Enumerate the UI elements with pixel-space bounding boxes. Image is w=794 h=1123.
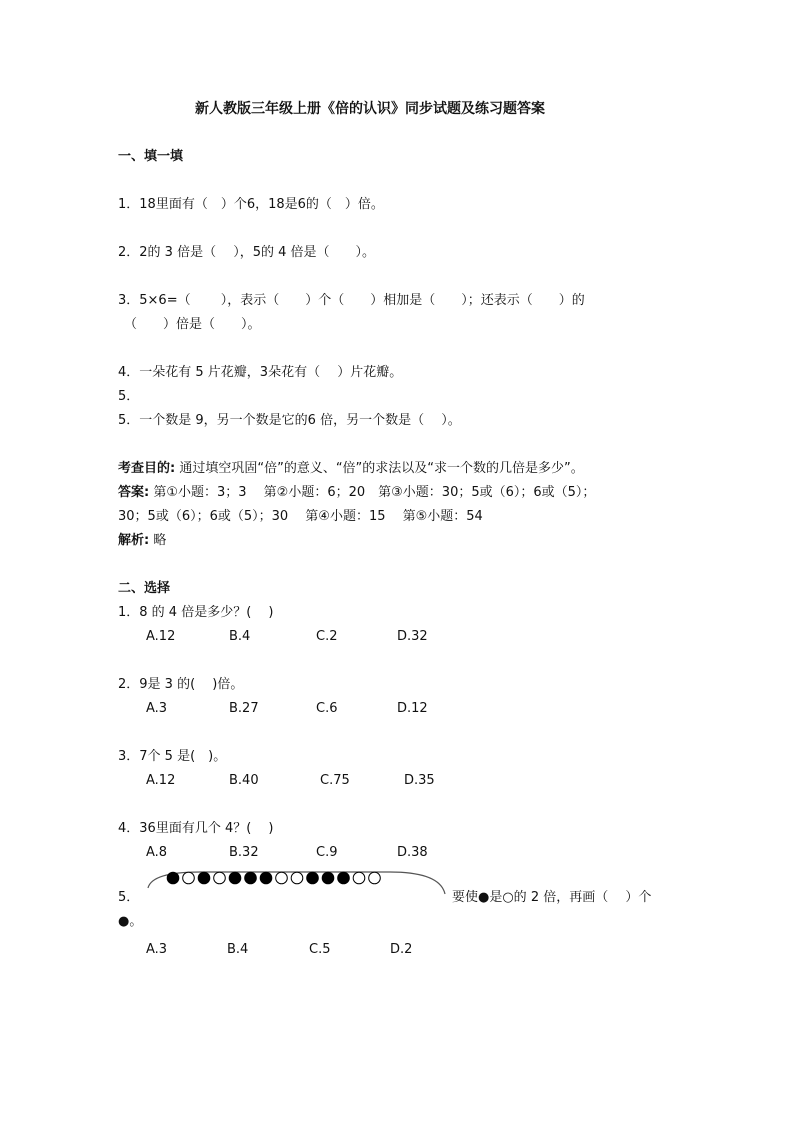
choice-3-option-d: D.35 [404, 773, 435, 788]
fill-question-3-line1: 3．5×6=（ ），表示（ ）个（ ）相加是（ ）；还表示（ ）的 [118, 293, 585, 308]
choice-question-5-number: 5． [118, 890, 140, 905]
analysis-text: 略 [153, 533, 167, 548]
section-heading-choice: 二、选择 [118, 581, 171, 596]
fill-question-5-stray: 5． [118, 389, 140, 404]
fill-question-1: 1．18里面有（ ）个6，18是6的（ ）倍。 [118, 197, 384, 212]
page-title: 新人教版三年级上册《倍的认识》同步试题及练习题答案 [195, 101, 545, 117]
white-bead [183, 872, 195, 884]
answer-line-1 [118, 485, 595, 501]
bead-row [167, 872, 380, 884]
analysis-label: 解析: [118, 533, 150, 548]
choice-4-option-b: B.32 [229, 845, 259, 860]
purpose-label: 考查目的: [118, 461, 176, 476]
choice-5-option-c: C.5 [309, 942, 331, 957]
choice-2-option-d: D.12 [397, 701, 428, 716]
answer-text-1: 第①小题：3；3 第②小题：6；20 第③小题：30；5或（6）；6或（5）； [153, 485, 596, 500]
choice-4-option-d: D.38 [397, 845, 428, 860]
bead-figure [140, 866, 450, 900]
white-bead [291, 872, 303, 884]
choice-question-5-text: 要使●是○的 2 倍，再画（ ）个 [452, 890, 652, 905]
white-bead [276, 872, 288, 884]
choice-5-option-d: D.2 [390, 942, 413, 957]
purpose-text: 通过填空巩固“倍”的意义、“倍”的求法以及“求一个数的几倍是多少”。 [179, 461, 584, 476]
purpose-line [118, 461, 584, 477]
black-bead [198, 872, 210, 884]
answer-line-2: 30；5或（6）；6或（5）；30 第④小题：15 第⑤小题：54 [118, 509, 483, 524]
choice-2-option-a: A.3 [146, 701, 168, 716]
choice-question-1: 1．8 的 4 倍是多少？( ) [118, 605, 274, 620]
white-bead [369, 872, 381, 884]
choice-question-2: 2．9是 3 的( )倍。 [118, 677, 244, 692]
choice-2-option-c: C.6 [316, 701, 338, 716]
black-bead [307, 872, 319, 884]
choice-4-option-a: A.8 [146, 845, 168, 860]
choice-1-option-b: B.4 [229, 629, 251, 644]
choice-2-option-b: B.27 [229, 701, 259, 716]
black-bead [245, 872, 257, 884]
white-bead [214, 872, 226, 884]
choice-1-option-d: D.32 [397, 629, 428, 644]
fill-question-3-line2: （ ）倍是（ ）。 [124, 317, 261, 332]
choice-3-option-b: B.40 [229, 773, 259, 788]
fill-question-4: 4．一朵花有 5 片花瓣，3朵花有（ ）片花瓣。 [118, 365, 403, 380]
choice-4-option-c: C.9 [316, 845, 338, 860]
choice-question-4: 4．36里面有几个 4？( ) [118, 821, 274, 836]
choice-5-option-a: A.3 [146, 942, 168, 957]
choice-question-3: 3．7个 5 是( )。 [118, 749, 227, 764]
black-bead [322, 872, 334, 884]
black-bead [167, 872, 179, 884]
black-bead [260, 872, 272, 884]
fill-question-2: 2．2的 3 倍是（ ），5的 4 倍是（ ）。 [118, 245, 376, 260]
white-bead [353, 872, 365, 884]
black-bead [338, 872, 350, 884]
answer-label: 答案: [118, 485, 150, 500]
choice-5-option-b: B.4 [227, 942, 249, 957]
black-bead [229, 872, 241, 884]
choice-question-5-text-cont: ●。 [118, 914, 143, 929]
choice-1-option-c: C.2 [316, 629, 338, 644]
choice-1-option-a: A.12 [146, 629, 176, 644]
choice-3-option-c: C.75 [320, 773, 350, 788]
analysis-line [118, 533, 166, 549]
choice-3-option-a: A.12 [146, 773, 176, 788]
section-heading-fill: 一、填一填 [118, 149, 184, 164]
fill-question-5: 5．一个数是 9，另一个数是它的6 倍，另一个数是（ ）。 [118, 413, 461, 428]
